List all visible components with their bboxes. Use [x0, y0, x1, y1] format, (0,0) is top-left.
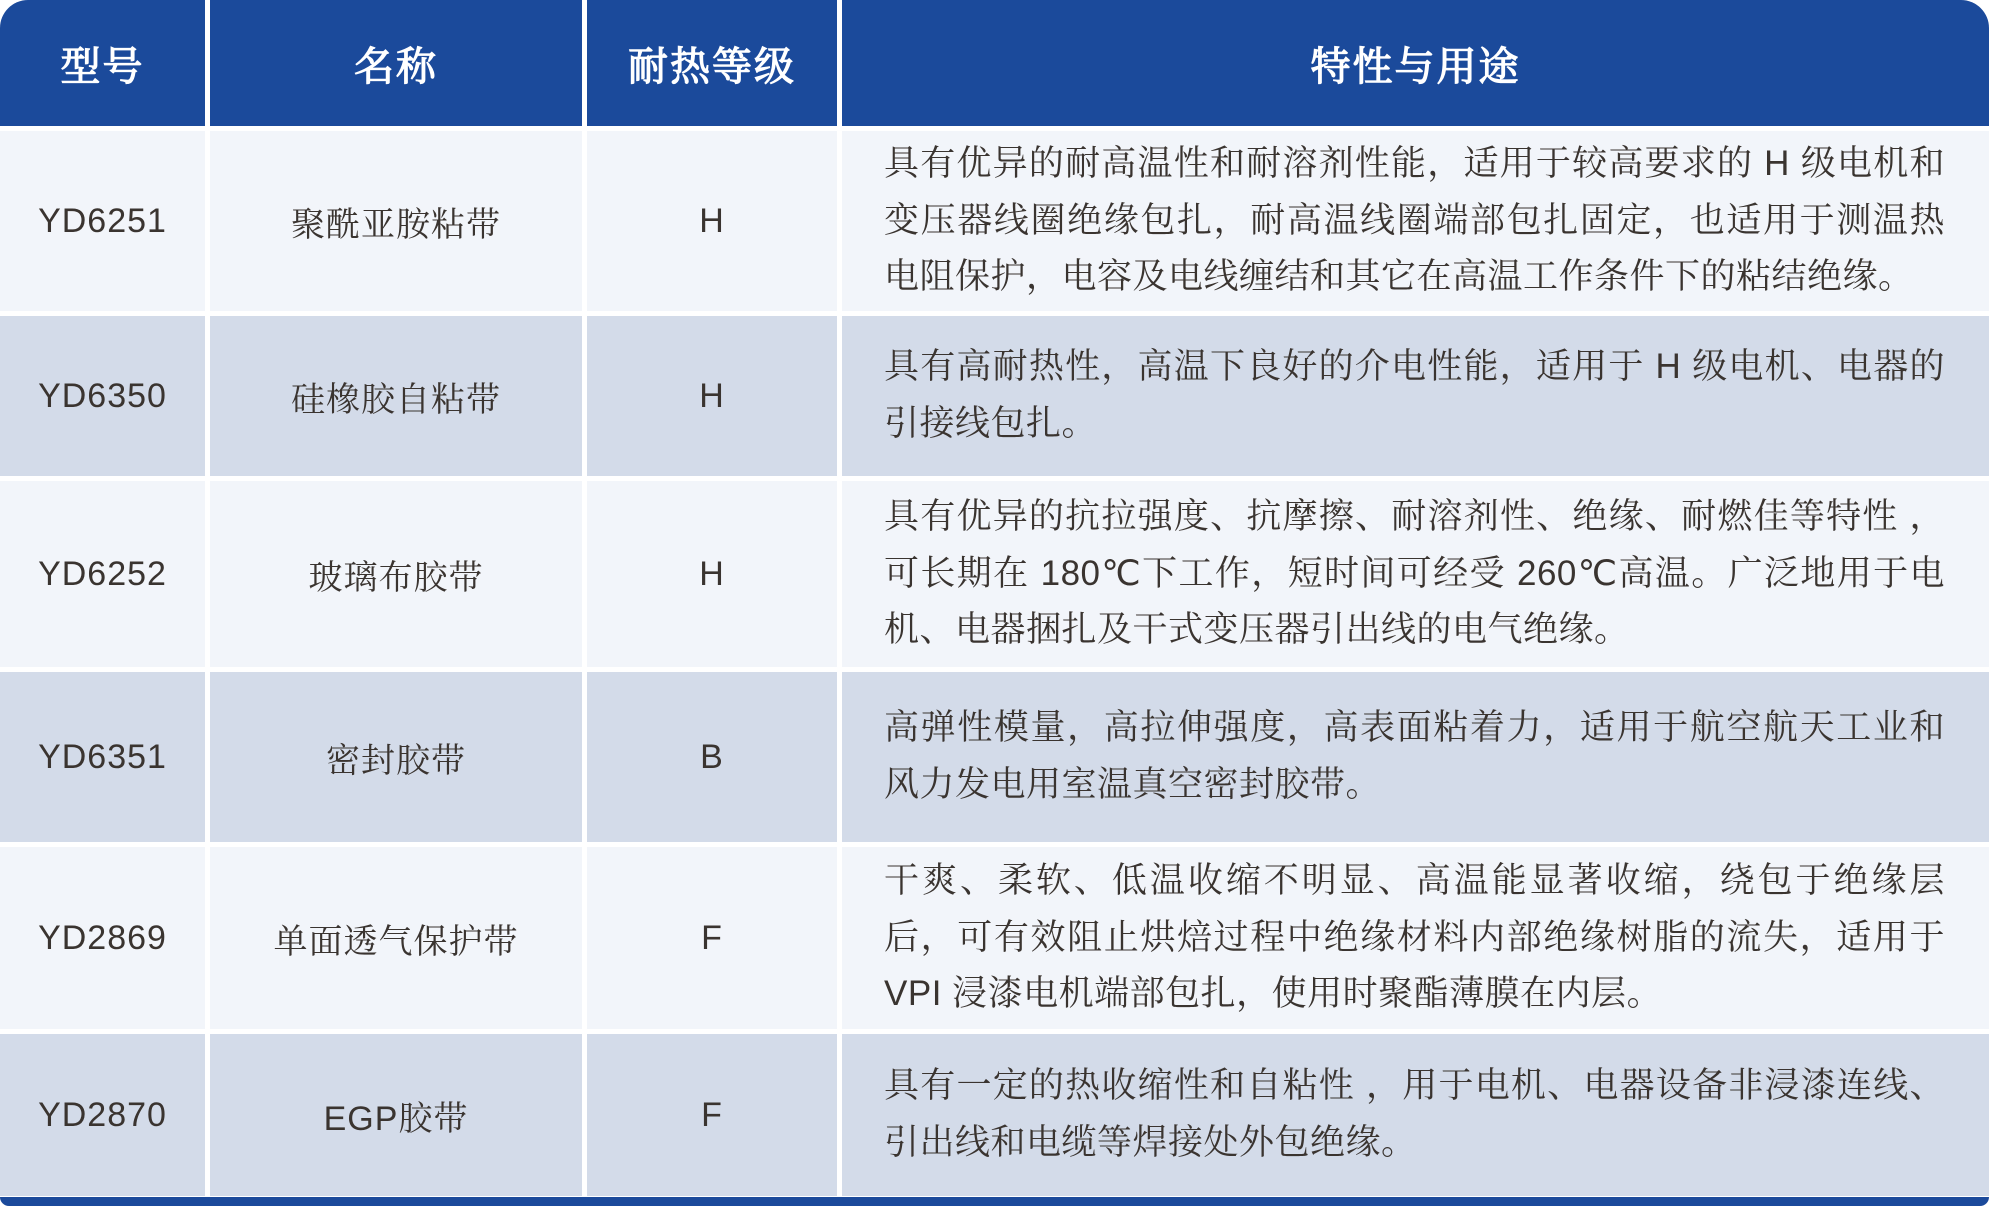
- cell-description-row4: [842, 672, 1989, 842]
- cell-description-row1: [842, 131, 1989, 311]
- cell-grade-row4: B: [587, 672, 837, 842]
- cell-grade-row2: H: [587, 316, 837, 476]
- header-col-heat-grade: 耐热等级: [587, 0, 837, 126]
- description-text: 具有一定的热收缩性和自粘性 ，用于电机、电器设备非浸漆连线、引出线和电缆等焊接处外包绝缘。: [884, 1066, 1945, 1162]
- cell-model-row4: YD6351: [0, 672, 205, 842]
- header-col-model: 型号: [0, 0, 205, 126]
- cell-model-row2: YD6350: [0, 316, 205, 476]
- cell-description-row3: [842, 481, 1989, 667]
- cell-description-row2: [842, 316, 1989, 476]
- cell-description-row6: [842, 1034, 1989, 1196]
- cell-grade-row1: H: [587, 131, 837, 311]
- cell-model-row5: YD2869: [0, 847, 205, 1029]
- cell-model-row3: YD6252: [0, 481, 205, 667]
- table-bottom-border: [0, 1197, 1989, 1206]
- description-text: 具有优异的抗拉强度、抗摩擦、耐溶剂性、绝缘、耐燃佳等特性 ，可长期在 180℃下工作，短时间可经受 260℃高温。广泛地用于电机、电器捆扎及干式变压器引出线的电气绝缘。: [884, 496, 1945, 650]
- cell-grade-row5: F: [587, 847, 837, 1029]
- cell-model-row1: YD6251: [0, 131, 205, 311]
- description-text: 具有高耐热性，高温下良好的介电性能，适用于 H 级电机、电器的引接线包扎。: [884, 347, 1945, 443]
- cell-model-row6: YD2870: [0, 1034, 205, 1196]
- cell-name-row3: 玻璃布胶带: [210, 481, 582, 667]
- cell-name-row1: 聚酰亚胺粘带: [210, 131, 582, 311]
- description-text: 干爽、柔软、低温收缩不明显、高温能显著收缩，绕包于绝缘层后，可有效阻止烘焙过程中绝缘材料内部绝缘树脂的流失，适用于 VPI 浸漆电机端部包扎，使用时聚酯薄膜在内层。: [884, 860, 1945, 1014]
- cell-name-row4: 密封胶带: [210, 672, 582, 842]
- description-text: 具有优异的耐高温性和耐溶剂性能，适用于较高要求的 H 级电机和变压器线圈绝缘包扎，耐高温线圈端部包扎固定，也适用于测温热电阻保护，电容及电线缠结和其它在高温工作条件下的粘结绝缘。: [884, 143, 1945, 297]
- header-col-name: 名称: [210, 0, 582, 126]
- cell-name-row6: EGP胶带: [210, 1034, 582, 1196]
- cell-grade-row3: H: [587, 481, 837, 667]
- cell-description-row5: [842, 847, 1989, 1029]
- cell-name-row2: 硅橡胶自粘带: [210, 316, 582, 476]
- description-text: 高弹性模量，高拉伸强度，高表面粘着力，适用于航空航天工业和风力发电用室温真空密封胶带。: [884, 708, 1945, 804]
- cell-grade-row6: F: [587, 1034, 837, 1196]
- header-col-features: 特性与用途: [842, 0, 1989, 126]
- cell-name-row5: 单面透气保护带: [210, 847, 582, 1029]
